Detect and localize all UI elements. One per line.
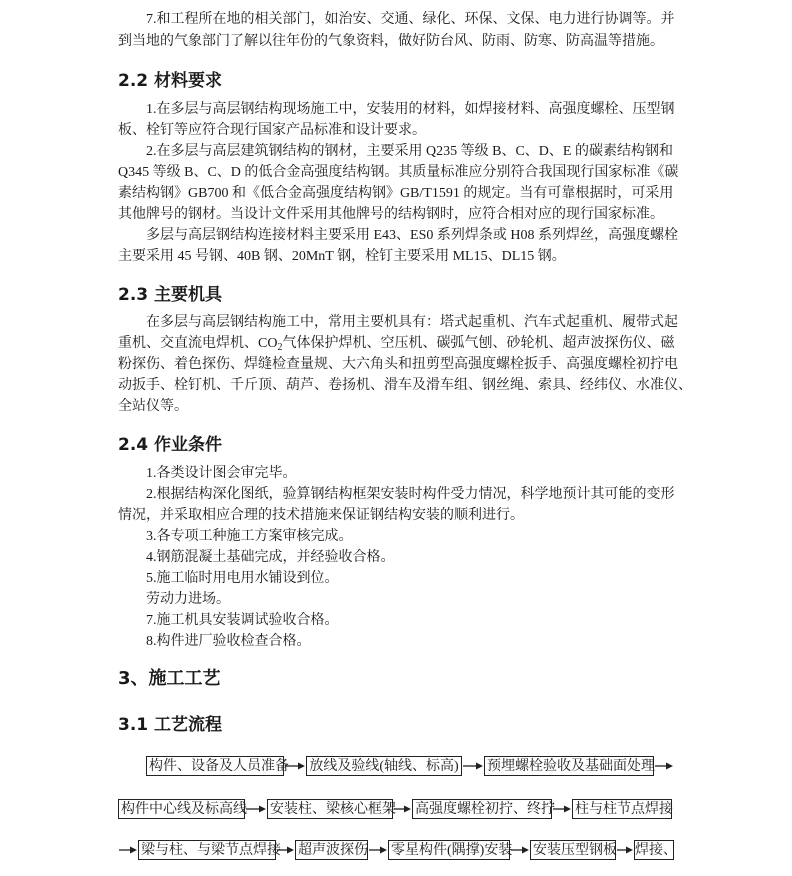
s22-line-8: 主要采用 45 号钢、40B 钢、20MnT 钢，栓钉主要采用 ML15、DL15 钢。: [118, 249, 566, 264]
s23-line-5: 全站仪等。: [118, 399, 188, 414]
heading-2-3: 2.3 主要机具: [118, 285, 223, 305]
s24-line-6: 5.施工临时用电用水铺设到位。: [146, 571, 339, 586]
subscript-2: 2: [277, 342, 283, 353]
s24-line-7: 劳动力进场。: [146, 592, 230, 607]
heading-3-1: 3.1 工艺流程: [118, 715, 223, 735]
s22-line-6: 其他牌号的钢材。当设计文件采用其他牌号的结构钢时，应符合相对应的现行国家标准。: [118, 207, 664, 222]
heading-2-2: 2.2 材料要求: [118, 71, 223, 91]
heading-2-4: 2.4 作业条件: [118, 435, 223, 455]
flow-step-12: 焊接、: [634, 840, 674, 860]
s23-line-4: 动扳手、栓钉机、千斤顶、葫芦、卷扬机、滑车及滑车组、钢丝绳、索具、经纬仪、水准仪、: [118, 378, 692, 393]
flow-arrow: [552, 799, 572, 819]
flow-step-11: 安装压型钢板: [530, 840, 616, 860]
flow-arrow: [245, 799, 267, 819]
intro-line-1: 7.和工程所在地的相关部门，如治安、交通、绿化、环保、文保、电力进行协调等。并: [146, 12, 675, 27]
s24-line-8: 7.施工机具安装调试验收合格。: [146, 613, 339, 628]
s24-line-9: 8.构件进厂验收检查合格。: [146, 634, 311, 649]
flow-arrow: [462, 756, 484, 776]
s23-line-2-part-b: 气体保护焊机、空压机、碳弧气刨、砂轮机、超声波探伤仪、磁: [282, 336, 675, 351]
s24-line-3: 情况，并采取相应合理的技术措施来保证钢结构安装的顺利进行。: [118, 508, 524, 523]
s22-line-5: 素结构钢》GB700 和《低合金高强度结构钢》GB/T1591 的规定。当有可靠根据时，可采用: [118, 186, 674, 201]
flow-arrow: [368, 840, 388, 860]
s24-line-1: 1.各类设计图会审完毕。: [146, 466, 297, 481]
flow-step-3: 预埋螺栓验收及基础面处理: [484, 756, 654, 776]
flow-arrow: [510, 840, 530, 860]
heading-3: 3、施工工艺: [118, 668, 221, 689]
flow-step-2: 放线及验线(轴线、标高): [306, 756, 462, 776]
intro-line-2: 到当地的气象部门了解以往年份的气象资料，做好防台风、防雨、防寒、防高温等措施。: [118, 34, 664, 49]
flow-step-9: 超声波探伤: [295, 840, 368, 860]
flow-arrow: [616, 840, 634, 860]
s22-line-1: 1.在多层与高层钢结构现场施工中，安装用的材料，如焊接材料、高强度螺栓、压型钢: [146, 102, 675, 117]
s22-line-7: 多层与高层钢结构连接材料主要采用 E43、ES0 系列焊条或 H08 系列焊丝，高强度螺栓: [146, 228, 678, 243]
s22-line-3: 2.在多层与高层建筑钢结构的钢材，主要采用 Q235 等级 B、C、D、E 的碳素结构钢和: [146, 144, 673, 159]
s24-line-4: 3.各专项工种施工方案审核完成。: [146, 529, 353, 544]
s22-line-4: Q345 等级 B、C、D 的低合金高强度结构钢。其质量标准应分别符合我国现行国家标准《碳: [118, 165, 679, 180]
flow-step-5: 安装柱、梁核心框架: [267, 799, 393, 819]
flow-arrow: [393, 799, 412, 819]
flow-arrow: [276, 840, 295, 860]
flow-arrow: [118, 840, 138, 860]
s23-line-1: 在多层与高层钢结构施工中，常用主要机具有：塔式起重机、汽车式起重机、履带式起: [146, 315, 678, 330]
flow-arrow: [654, 756, 674, 776]
flow-step-1: 构件、设备及人员准备: [146, 756, 284, 776]
flow-step-8: 梁与柱、与梁节点焊接: [138, 840, 276, 860]
flow-step-4: 构件中心线及标高线: [118, 799, 245, 819]
flow-step-6: 高强度螺栓初拧、终拧: [412, 799, 552, 819]
flow-arrow: [284, 756, 306, 776]
s23-line-2-part-a: 重机、交直流电焊机、$CO_2$: [118, 336, 283, 353]
s22-line-2: 板、栓钉等应符合现行国家产品标准和设计要求。: [118, 123, 426, 138]
s23-line-3: 粉探伤、着色探伤、焊缝检查量规、大六角头和扭剪型高强度螺栓扳手、高强度螺栓初拧电: [118, 357, 678, 372]
flow-step-7: 柱与柱节点焊接: [572, 799, 672, 819]
flow-step-10: 零星构件(隅撑)安装: [388, 840, 510, 860]
s24-line-2: 2.根据结构深化图纸，验算钢结构框架安装时构件受力情况，科学地预计其可能的变形: [146, 487, 675, 502]
s24-line-5: 4.钢筋混凝土基础完成，并经验收合格。: [146, 550, 395, 565]
